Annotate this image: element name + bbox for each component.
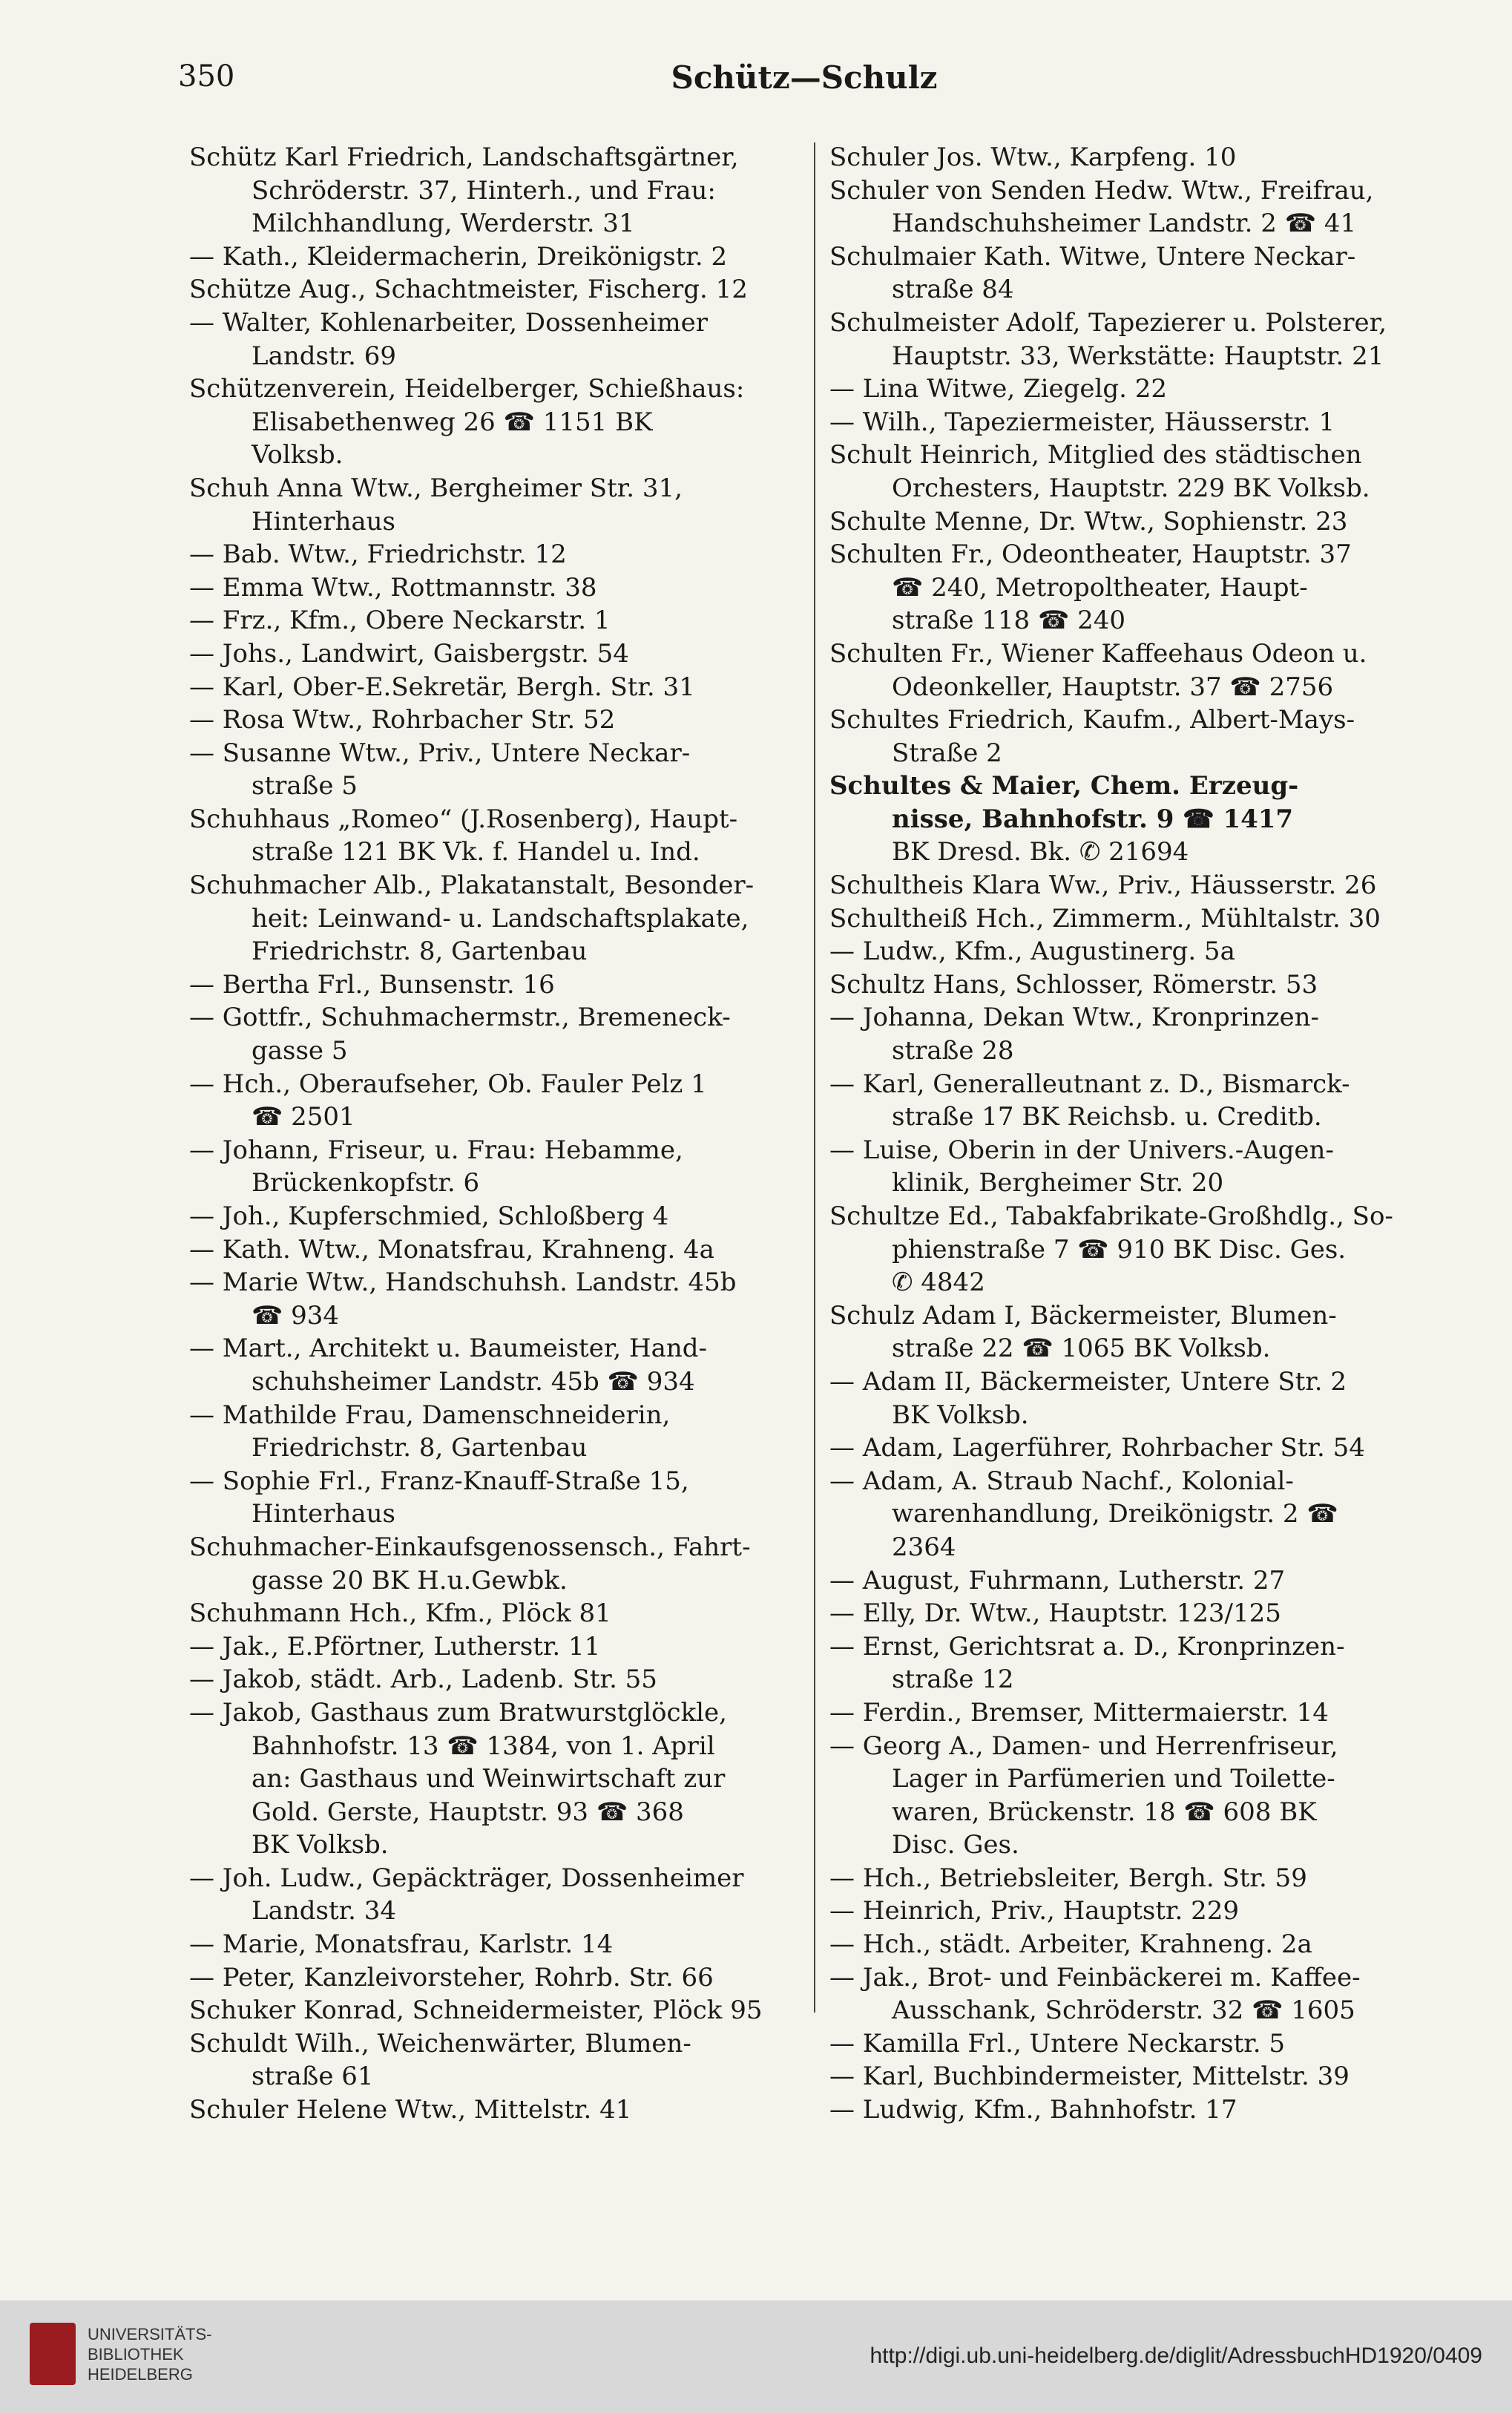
directory-entry-line: — Jak., Brot- und Feinbäckerei m. Kaffee- [829, 1962, 1361, 1992]
library-name-line: BIBLIOTHEK [88, 2345, 184, 2364]
directory-entry-line: — Marie, Monatsfrau, Karlstr. 14 [189, 1929, 614, 1960]
directory-entry-line: — Hch., städt. Arbeiter, Krahneng. 2a [829, 1929, 1312, 1960]
page-number: 350 [178, 59, 235, 94]
directory-entry-line: — Bab. Wtw., Friedrichstr. 12 [189, 539, 567, 570]
directory-entry-line: — Luise, Oberin in der Univers.-Augen- [829, 1135, 1334, 1165]
directory-entry-line: ☎ 2501 [252, 1102, 355, 1132]
directory-entry-line: Landstr. 69 [252, 341, 397, 371]
directory-entry-line: Schuhmann Hch., Kfm., Plöck 81 [189, 1598, 611, 1629]
directory-entry-line: Schütz Karl Friedrich, Landschaftsgärtner, [189, 142, 739, 172]
directory-entry-line: Schuh Anna Wtw., Bergheimer Str. 31, [189, 473, 683, 503]
directory-entry-line: BK Dresd. Bk. ✆ 21694 [892, 837, 1189, 867]
directory-entry-line: gasse 20 BK H.u.Gewbk. [252, 1565, 568, 1595]
directory-entry-line: ☎ 240, Metropoltheater, Haupt- [892, 572, 1308, 603]
directory-entry-line: Schuker Konrad, Schneidermeister, Plöck 95 [189, 1995, 763, 2026]
directory-entry-line: — Joh., Kupferschmied, Schloßberg 4 [189, 1201, 669, 1231]
directory-entry-line: BK Volksb. [892, 1400, 1029, 1430]
source-url-link[interactable]: http://digi.ub.uni-heidelberg.de/diglit/AdressbuchHD1920/0409 [870, 2344, 1482, 2368]
directory-entry-line: Ausschank, Schröderstr. 32 ☎ 1605 [892, 1995, 1355, 2026]
directory-entry-line: Schulmaier Kath. Witwe, Untere Neckar- [829, 241, 1356, 272]
directory-entry-line: — Johann, Friseur, u. Frau: Hebamme, [189, 1135, 683, 1165]
directory-entry-line: — Emma Wtw., Rottmannstr. 38 [189, 572, 597, 603]
directory-entry-line: waren, Brückenstr. 18 ☎ 608 BK [892, 1797, 1317, 1827]
directory-entry-line: — Rosa Wtw., Rohrbacher Str. 52 [189, 705, 616, 735]
directory-entry-line: Schulte Menne, Dr. Wtw., Sophienstr. 23 [829, 506, 1348, 537]
directory-entry-line: — Jakob, Gasthaus zum Bratwurstglöckle, [189, 1697, 727, 1728]
directory-entry-line: Schuler Jos. Wtw., Karpfeng. 10 [829, 142, 1237, 172]
directory-entry-line: — Johanna, Dekan Wtw., Kronprinzen- [829, 1003, 1320, 1033]
directory-entry-line: straße 84 [892, 275, 1014, 305]
directory-entry-line: Friedrichstr. 8, Gartenbau [252, 937, 588, 967]
directory-entry-line: Hauptstr. 33, Werkstätte: Hauptstr. 21 [892, 341, 1384, 371]
directory-entry-line: straße 17 BK Reichsb. u. Creditb. [892, 1102, 1322, 1132]
directory-entry-line: Hinterhaus [252, 506, 395, 537]
library-logo-icon [30, 2323, 76, 2385]
directory-entry-line: Hinterhaus [252, 1499, 395, 1529]
directory-entry-line: — Susanne Wtw., Priv., Untere Neckar- [189, 738, 691, 768]
directory-entry-line: — Walter, Kohlenarbeiter, Dossenheimer [189, 307, 708, 338]
directory-entry-line: Schultz Hans, Schlosser, Römerstr. 53 [829, 969, 1318, 1000]
library-name [88, 2324, 211, 2384]
directory-entry-line: — Bertha Frl., Bunsenstr. 16 [189, 969, 555, 1000]
right-column [829, 141, 1453, 2127]
directory-entry-line: Schultze Ed., Tabakfabrikate-Großhdlg., So- [829, 1201, 1393, 1231]
directory-entry-line: — August, Fuhrmann, Lutherstr. 27 [829, 1565, 1286, 1595]
directory-entry-line: Schröderstr. 37, Hinterh., und Frau: [252, 175, 716, 206]
directory-entry-line: Schultes & Maier, Chem. Erzeug- [829, 771, 1299, 801]
directory-entry-line: Elisabethenweg 26 ☎ 1151 BK [252, 407, 653, 437]
directory-entry-line: Schultes Friedrich, Kaufm., Albert-Mays- [829, 705, 1355, 735]
directory-entry-line: Handschuhsheimer Landstr. 2 ☎ 41 [892, 209, 1357, 239]
library-name-line: HEIDELBERG [88, 2365, 193, 2384]
directory-entry-line: Schuler von Senden Hedw. Wtw., Freifrau, [829, 175, 1374, 206]
directory-entry-line: Gold. Gerste, Hauptstr. 93 ☎ 368 [252, 1797, 684, 1827]
directory-entry-line: Schult Heinrich, Mitglied des städtischen [829, 440, 1362, 470]
directory-entry-line: — Hch., Oberaufseher, Ob. Fauler Pelz 1 [189, 1069, 707, 1099]
directory-entry-line: straße 12 [892, 1664, 1014, 1695]
directory-entry-line: — Hch., Betriebsleiter, Bergh. Str. 59 [829, 1863, 1307, 1893]
directory-entry-line: — Sophie Frl., Franz-Knauff-Straße 15, [189, 1466, 689, 1496]
directory-entry-line: — Karl, Buchbindermeister, Mittelstr. 39 [829, 2062, 1350, 2092]
directory-entry-line: Schulten Fr., Odeontheater, Hauptstr. 37 [829, 539, 1352, 570]
directory-entry-line: — Ernst, Gerichtsrat a. D., Kronprinzen- [829, 1631, 1345, 1662]
directory-entry-line: straße 22 ☎ 1065 BK Volksb. [892, 1334, 1271, 1364]
directory-entry-line: schuhsheimer Landstr. 45b ☎ 934 [252, 1366, 695, 1397]
directory-entry-line: — Kath. Wtw., Monatsfrau, Krahneng. 4a [189, 1234, 714, 1265]
directory-entry-line: Straße 2 [892, 738, 1002, 768]
directory-entry-line: — Lina Witwe, Ziegelg. 22 [829, 374, 1167, 404]
directory-entry-line: straße 61 [252, 2062, 374, 2092]
directory-entry-line: ☎ 934 [252, 1300, 340, 1331]
directory-entry-line: an: Gasthaus und Weinwirtschaft zur [252, 1764, 726, 1794]
directory-entry-line: — Ludw., Kfm., Augustinerg. 5a [829, 937, 1235, 967]
directory-entry-line: — Adam II, Bäckermeister, Untere Str. 2 [829, 1366, 1347, 1397]
directory-entry-line: nisse, Bahnhofstr. 9 ☎ 1417 [892, 804, 1294, 834]
directory-entry-line: — Adam, Lagerführer, Rohrbacher Str. 54 [829, 1433, 1365, 1463]
page-header [178, 59, 1430, 111]
directory-entry-line: — Jak., E.Pförtner, Lutherstr. 11 [189, 1631, 601, 1662]
directory-entry-line: — Elly, Dr. Wtw., Hauptstr. 123/125 [829, 1598, 1281, 1629]
directory-entry-line: — Ferdin., Bremser, Mittermaierstr. 14 [829, 1697, 1329, 1728]
library-name-line: UNIVERSITÄTS- [88, 2325, 212, 2344]
column-divider [814, 142, 815, 2013]
directory-entry-line: Schuhmacher Alb., Plakatanstalt, Besonder- [189, 870, 755, 901]
directory-entry-line: — Kath., Kleidermacherin, Dreikönigstr. 2 [189, 241, 728, 272]
directory-entry-line: Schuhhaus „Romeo“ (J.Rosenberg), Haupt- [189, 804, 738, 834]
directory-entry-line: — Wilh., Tapeziermeister, Häusserstr. 1 [829, 407, 1335, 437]
directory-entry-line: Schütze Aug., Schachtmeister, Fischerg. 12 [189, 275, 748, 305]
directory-entry-line: — Karl, Generalleutnant z. D., Bismarck- [829, 1069, 1350, 1099]
directory-entry-line: Schützenverein, Heidelberger, Schießhaus: [189, 374, 745, 404]
directory-entry-line: Schuhmacher-Einkaufsgenossensch., Fahrt- [189, 1532, 751, 1562]
directory-entry-line: straße 28 [892, 1036, 1014, 1066]
directory-entry-line: Landstr. 34 [252, 1896, 397, 1926]
directory-entry-line: Schuldt Wilh., Weichenwärter, Blumen- [189, 2028, 691, 2059]
directory-entry-line: — Joh. Ludw., Gepäckträger, Dossenheimer [189, 1863, 744, 1893]
directory-entry-line: Schulten Fr., Wiener Kaffeehaus Odeon u. [829, 638, 1367, 669]
directory-entry-line: Brückenkopfstr. 6 [252, 1168, 480, 1198]
directory-entry-line: warenhandlung, Dreikönigstr. 2 ☎ [892, 1499, 1338, 1529]
directory-entry-line: Orchesters, Hauptstr. 229 BK Volksb. [892, 473, 1370, 503]
directory-entry-line: — Kamilla Frl., Untere Neckarstr. 5 [829, 2028, 1285, 2059]
directory-entry-line: — Mart., Architekt u. Baumeister, Hand- [189, 1334, 708, 1364]
directory-entry-line: straße 121 BK Vk. f. Handel u. Ind. [252, 837, 700, 867]
directory-entry-line: phienstraße 7 ☎ 910 BK Disc. Ges. [892, 1234, 1347, 1265]
directory-entry-line: klinik, Bergheimer Str. 20 [892, 1168, 1224, 1198]
directory-entry-line: — Johs., Landwirt, Gaisbergstr. 54 [189, 638, 629, 669]
directory-entry-line: Disc. Ges. [892, 1830, 1019, 1860]
directory-entry-line: Milchhandlung, Werderstr. 31 [252, 209, 635, 239]
directory-entry-line: — Heinrich, Priv., Hauptstr. 229 [829, 1896, 1240, 1926]
directory-entry-line: Odeonkeller, Hauptstr. 37 ☎ 2756 [892, 672, 1334, 702]
directory-entry-line: Schulz Adam I, Bäckermeister, Blumen- [829, 1300, 1337, 1331]
page-title: Schütz—Schulz [671, 59, 938, 96]
left-column [189, 141, 809, 2127]
directory-entry-line: — Gottfr., Schuhmachermstr., Bremeneck- [189, 1003, 731, 1033]
directory-entry-line: — Georg A., Damen- und Herrenfriseur, [829, 1731, 1338, 1761]
directory-entry-line: straße 118 ☎ 240 [892, 606, 1126, 636]
directory-entry-line: — Marie Wtw., Handschuhsh. Landstr. 45b [189, 1267, 737, 1298]
directory-entry-line: Volksb. [252, 440, 344, 470]
directory-entry-line: 2364 [892, 1532, 956, 1562]
directory-entry-line: BK Volksb. [252, 1830, 389, 1860]
directory-entry-line: — Peter, Kanzleivorsteher, Rohrb. Str. 66 [189, 1962, 714, 1992]
directory-entry-line: — Jakob, städt. Arb., Ladenb. Str. 55 [189, 1664, 657, 1695]
directory-entry-line: Lager in Parfümerien und Toilette- [892, 1764, 1335, 1794]
directory-entry-line: gasse 5 [252, 1036, 348, 1066]
directory-entry-line: — Karl, Ober-E.Sekretär, Bergh. Str. 31 [189, 672, 695, 702]
directory-entry-line: Schuler Helene Wtw., Mittelstr. 41 [189, 2095, 632, 2125]
directory-entry-line: — Mathilde Frau, Damenschneiderin, [189, 1400, 671, 1430]
directory-entry-line: — Frz., Kfm., Obere Neckarstr. 1 [189, 606, 611, 636]
directory-entry-line: heit: Leinwand- u. Landschaftsplakate, [252, 903, 749, 934]
directory-entry-line: Schultheiß Hch., Zimmerm., Mühltalstr. 30 [829, 903, 1381, 934]
directory-entry-line: — Adam, A. Straub Nachf., Kolonial- [829, 1466, 1294, 1496]
directory-entry-line: ✆ 4842 [892, 1267, 985, 1298]
directory-entry-line: straße 5 [252, 771, 358, 801]
directory-entry-line: Schulmeister Adolf, Tapezierer u. Polsterer, [829, 307, 1387, 338]
directory-entry-line: Schultheis Klara Ww., Priv., Häusserstr. 26 [829, 870, 1377, 901]
directory-entry-line: Bahnhofstr. 13 ☎ 1384, von 1. April [252, 1731, 715, 1761]
directory-entry-line: — Ludwig, Kfm., Bahnhofstr. 17 [829, 2095, 1237, 2125]
directory-entry-line: Friedrichstr. 8, Gartenbau [252, 1433, 588, 1463]
